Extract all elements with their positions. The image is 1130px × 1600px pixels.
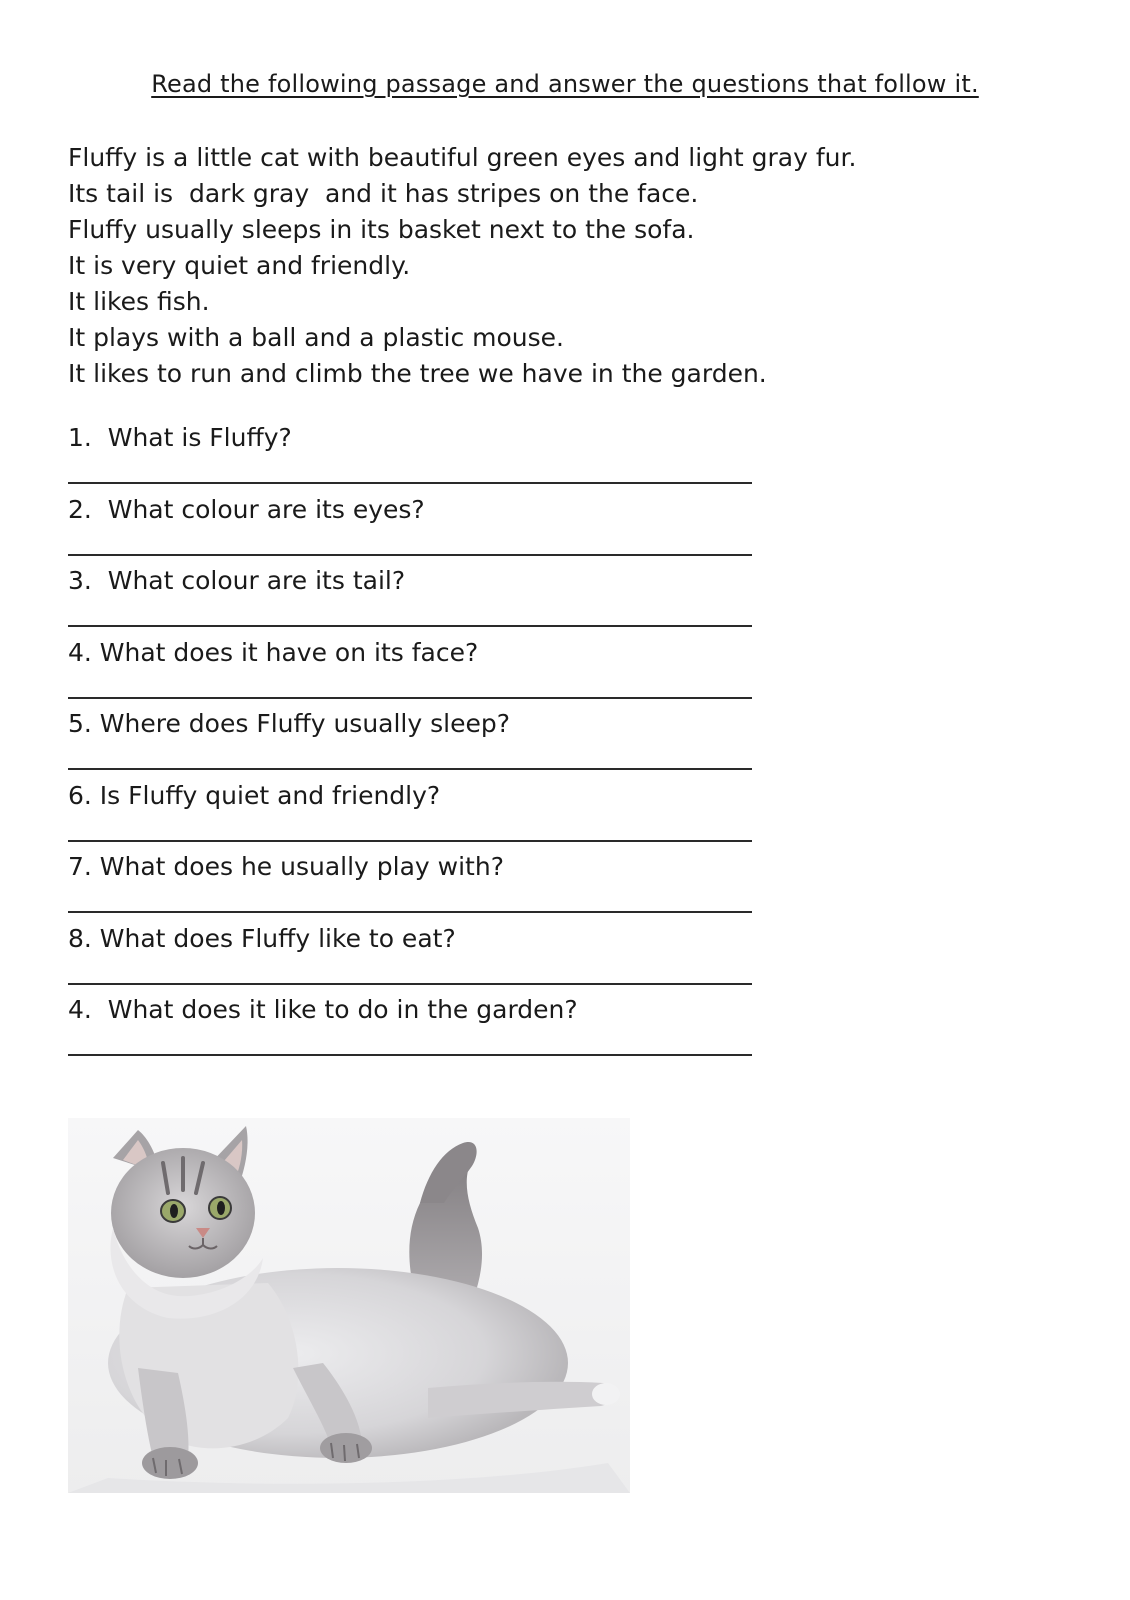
answer-line[interactable] (68, 983, 752, 985)
passage-line: Fluffy is a little cat with beautiful green eyes and light gray fur. (68, 143, 857, 172)
cat-back-paw (592, 1383, 620, 1405)
passage-line: It likes fish. (68, 287, 210, 316)
answer-line[interactable] (68, 1054, 752, 1056)
answer-line[interactable] (68, 768, 752, 770)
passage-line: It plays with a ball and a plastic mouse. (68, 323, 564, 352)
question-text: 1. What is Fluffy? (68, 423, 292, 452)
question-item (68, 563, 768, 635)
question-text: 7. What does he usually play with? (68, 852, 504, 881)
answer-line[interactable] (68, 625, 752, 627)
cat-front-paw-left (142, 1447, 198, 1479)
question-item (68, 706, 768, 778)
question-item (68, 635, 768, 707)
question-text: 6. Is Fluffy quiet and friendly? (68, 780, 441, 810)
question-item (68, 849, 768, 921)
passage-line: It likes to run and climb the tree we have in the garden. (68, 359, 767, 388)
question-item (68, 921, 768, 993)
cat-front-paw-right (320, 1433, 372, 1463)
passage-line: It is very quiet and friendly. (68, 251, 411, 280)
instruction-heading: Read the following passage and answer the questions that follow it. (151, 70, 979, 98)
question-item (68, 492, 768, 564)
answer-line[interactable] (68, 697, 752, 699)
question-item (68, 778, 768, 850)
answer-line[interactable] (68, 840, 752, 842)
reading-passage (68, 140, 1068, 392)
question-list (68, 420, 768, 1064)
answer-line[interactable] (68, 911, 752, 913)
question-text: 2. What colour are its eyes? (68, 494, 425, 524)
question-item (68, 420, 768, 492)
question-text: 5. Where does Fluffy usually sleep? (68, 709, 510, 738)
question-text: 4. What does it have on its face? (68, 637, 479, 667)
question-item (68, 992, 768, 1064)
cat-photo (68, 1118, 630, 1493)
passage-line: Its tail is dark gray and it has stripes on the face. (68, 179, 699, 208)
question-text: 4. What does it like to do in the garden? (68, 995, 578, 1024)
answer-line[interactable] (68, 482, 752, 484)
passage-line: Fluffy usually sleeps in its basket next to the sofa. (68, 215, 695, 244)
question-text: 3. What colour are its tail? (68, 566, 406, 595)
answer-line[interactable] (68, 554, 752, 556)
question-text: 8. What does Fluffy like to eat? (68, 923, 456, 953)
